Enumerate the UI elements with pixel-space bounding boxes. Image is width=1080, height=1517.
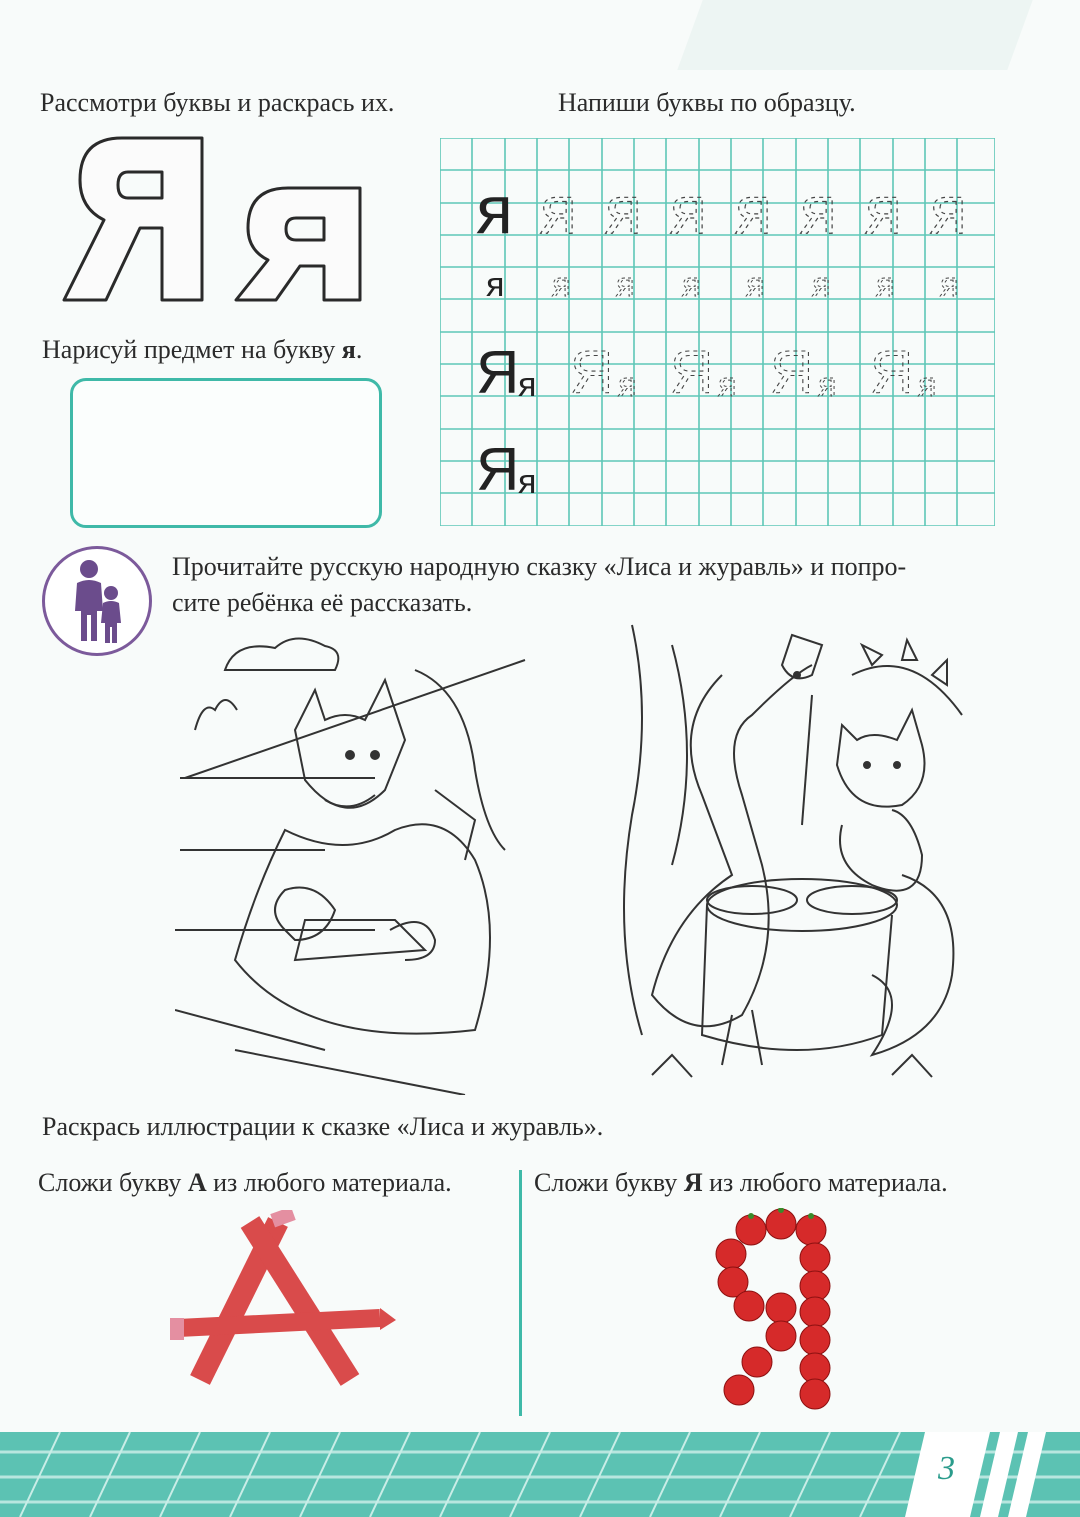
fox-illustration[interactable]: [175, 630, 535, 1095]
svg-text:я: я: [518, 366, 537, 404]
build-ya-prefix: Сложи букву: [534, 1168, 684, 1197]
svg-text:я: я: [540, 172, 577, 248]
svg-text:я: я: [486, 266, 505, 304]
svg-text:я: я: [682, 266, 701, 304]
sample-lower-letter: я: [476, 172, 513, 248]
svg-text:я: я: [518, 463, 537, 501]
page-number: 3: [938, 1450, 955, 1487]
draw-object-prefix: Нарисуй предмет на букву: [42, 335, 342, 364]
writing-grid[interactable]: [440, 138, 995, 526]
svg-text:я: я: [618, 366, 637, 404]
big-letters-text: Яя: [212, 238, 214, 239]
svg-text:я: я: [616, 266, 635, 304]
svg-text:я: я: [865, 172, 902, 248]
drawing-area[interactable]: [70, 378, 382, 528]
svg-text:я: я: [746, 266, 765, 304]
sample-upper-letter: Я: [476, 339, 520, 406]
svg-text:я: я: [876, 266, 895, 304]
bottom-divider: [519, 1170, 522, 1416]
build-ya-letter: Я: [683, 1168, 703, 1197]
pencil-letter-a-image: [160, 1210, 400, 1390]
svg-text:я: я: [605, 172, 642, 248]
build-ya-suffix: из любого материала.: [702, 1168, 948, 1197]
svg-text:я: я: [812, 266, 831, 304]
footer-stripes: [0, 1432, 1080, 1517]
parent-child-icon: [42, 546, 152, 656]
svg-text:я: я: [670, 172, 707, 248]
svg-text:я: я: [718, 366, 737, 404]
write-letters-instruction: Напиши буквы по образцу.: [558, 88, 856, 117]
parent-note-line2: сите ребёнка её рассказать.: [172, 588, 473, 617]
svg-text:Я: Я: [670, 339, 714, 406]
svg-text:Я: Я: [476, 436, 520, 503]
svg-text:Я: Я: [570, 339, 614, 406]
svg-text:я: я: [800, 172, 837, 248]
draw-object-letter: я: [341, 335, 356, 364]
build-a-prefix: Сложи букву: [38, 1168, 188, 1197]
apple-letter-ya-image: [705, 1208, 835, 1413]
crane-and-fox-illustration[interactable]: [612, 615, 992, 1095]
color-letters-instruction: Рассмотри буквы и раскрась их.: [40, 88, 395, 117]
svg-text:я: я: [552, 266, 571, 304]
color-illustrations-instruction: Раскрась иллюстрации к сказке «Лиса и журавль».: [42, 1112, 604, 1141]
outline-letters-ya: [52, 128, 372, 318]
build-ya-instruction: [534, 1168, 948, 1198]
parent-note-line1: Прочитайте русскую народную сказку «Лиса и журавль» и попро-: [172, 552, 907, 581]
svg-text:я: я: [930, 172, 967, 248]
svg-text:Я: Я: [870, 339, 914, 406]
svg-text:я: я: [918, 366, 937, 404]
svg-text:я: я: [818, 366, 837, 404]
build-a-letter: А: [187, 1168, 207, 1197]
svg-text:я: я: [940, 266, 959, 304]
draw-object-suffix: .: [355, 335, 363, 364]
draw-object-instruction: [42, 335, 362, 365]
build-a-instruction: [38, 1168, 452, 1198]
svg-text:я: я: [735, 172, 772, 248]
lesson-tab: [677, 0, 1032, 70]
build-a-suffix: из любого материала.: [206, 1168, 452, 1197]
svg-text:Я: Я: [770, 339, 814, 406]
